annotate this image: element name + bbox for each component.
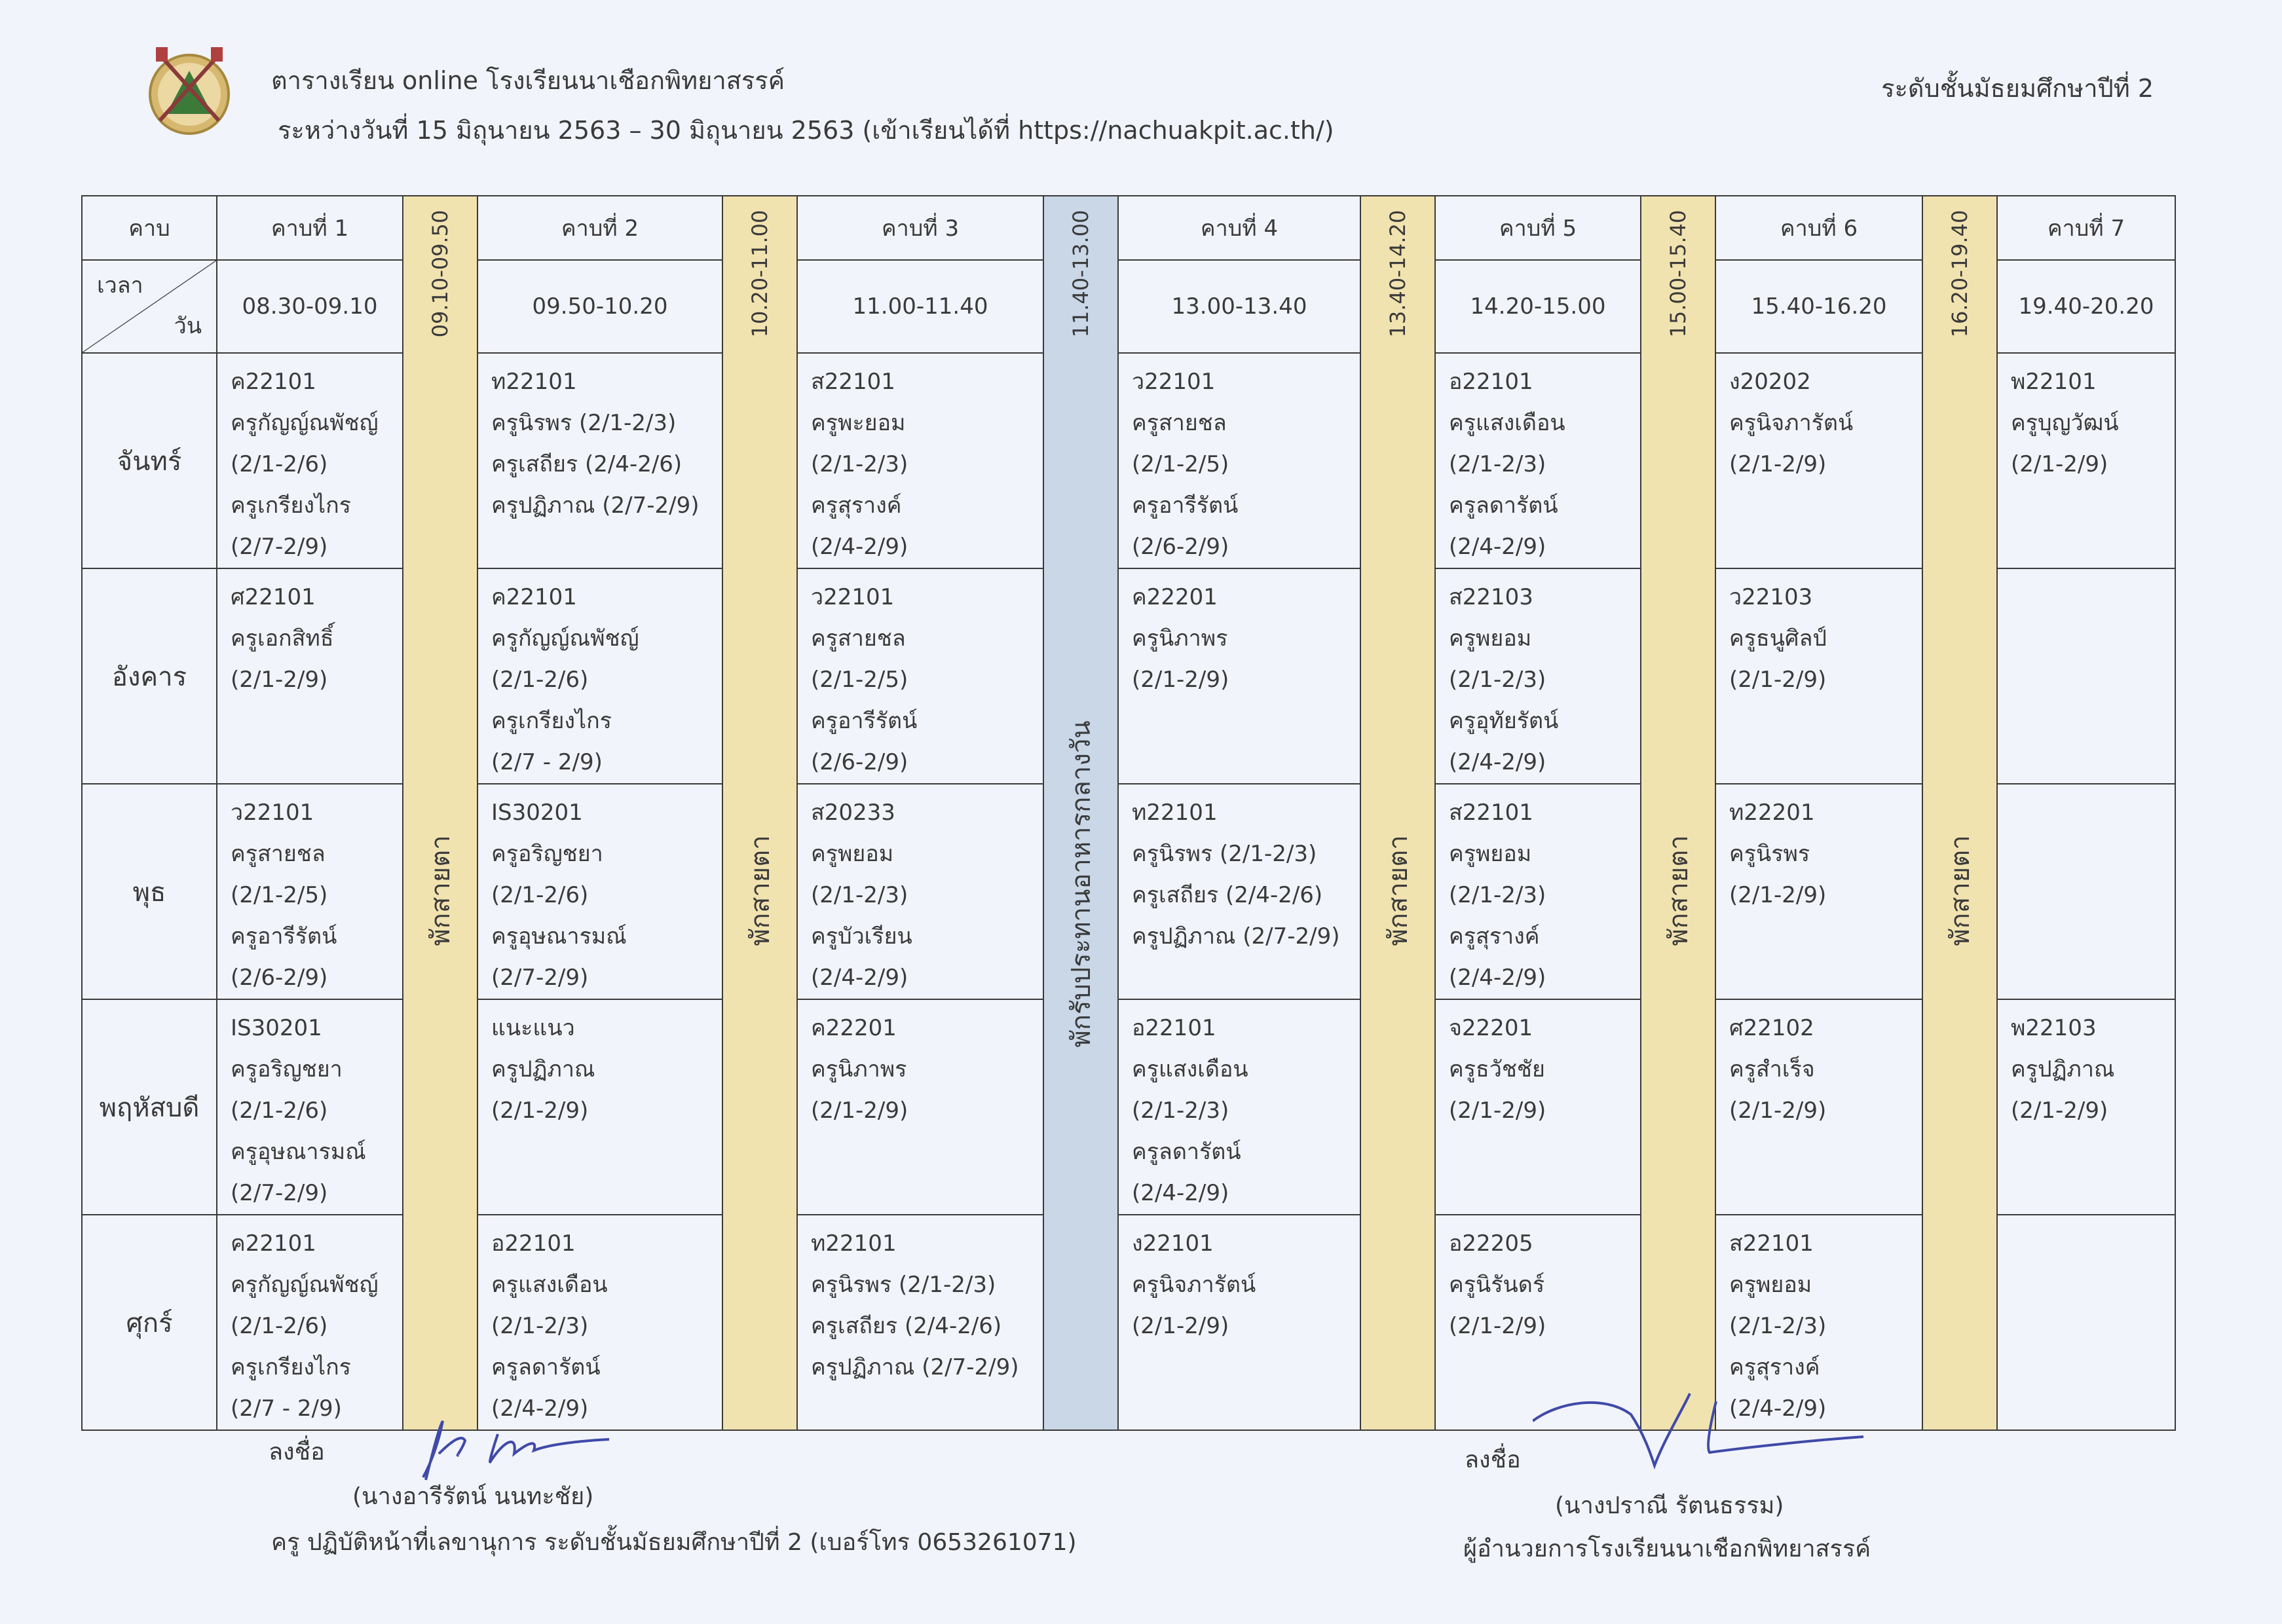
period-header: คาบที่ 3 [797, 196, 1043, 260]
class-cell-line: ครูปฏิภาณ (2/7-2/9) [1132, 923, 1340, 950]
school-logo-icon [147, 42, 232, 140]
class-cell-line: ครูปฏิภาณ [2011, 1056, 2115, 1082]
period-time: 19.40-20.20 [1997, 260, 2175, 353]
class-cell-line: ครูธนูศิลป์ [1729, 625, 1827, 652]
break-label: พักสายตา [745, 835, 776, 946]
class-cell-line: (2/6-2/9) [1132, 534, 1229, 560]
period-header: คาบที่ 1 [217, 196, 403, 260]
class-cell-line: ครูเสถียร (2/4-2/6) [1132, 882, 1323, 908]
day-row [82, 999, 2175, 1215]
class-cell-line: (2/1-2/3) [1449, 451, 1546, 477]
class-cell-line: ครูปฏิภาณ (2/7-2/9) [491, 492, 700, 519]
class-cell-line: ครูอริญชยา [231, 1056, 343, 1082]
class-cell-line: (2/1-2/9) [1729, 667, 1827, 693]
class-cell-line: ค22101 [231, 1230, 316, 1257]
class-cell-line: ครูปฏิภาณ (2/7-2/9) [811, 1354, 1019, 1380]
class-cell-line: ค22201 [811, 1015, 897, 1041]
break-label: พักสายตา [1383, 835, 1413, 946]
class-cell-line: ครูแสงเดือน [1132, 1056, 1248, 1082]
class-cell-line: (2/1-2/9) [1132, 667, 1229, 693]
class-cell-line: พ22101 [2011, 369, 2097, 395]
class-cell [1118, 1215, 1360, 1430]
class-cell [1715, 353, 1922, 568]
class-cell [1997, 353, 2175, 568]
class-cell-line: ครูสุรางค์ [1729, 1354, 1820, 1380]
class-cell-line: ส20233 [811, 800, 895, 826]
period-time: 13.00-13.40 [1118, 260, 1360, 353]
class-cell-line: ครูนิรพร [1729, 841, 1810, 867]
day-label: พฤหัสบดี [82, 999, 217, 1215]
class-cell-line: ครูแสงเดือน [491, 1272, 608, 1298]
class-cell-line: (2/7 - 2/9) [491, 749, 603, 775]
class-cell-line: อ22101 [1132, 1015, 1216, 1041]
class-cell-line: ค22101 [231, 369, 316, 395]
signature-label-right: ลงชื่อ [1465, 1447, 1521, 1473]
class-cell [217, 568, 403, 784]
day-label: พุธ [82, 784, 217, 999]
day-row [82, 568, 2175, 784]
class-cell-line: ค22101 [491, 584, 577, 610]
class-cell [1435, 568, 1641, 784]
class-cell-line: ครูปฏิภาณ [491, 1056, 595, 1082]
break-column [1360, 196, 1435, 1430]
class-cell-line: ครูนิภาพร [1132, 625, 1228, 652]
class-cell [1435, 353, 1641, 568]
class-cell-line: ส22103 [1449, 584, 1533, 610]
class-cell [797, 568, 1043, 784]
class-cell-line: ครูนิจภารัตน์ [1729, 410, 1854, 436]
period-header: คาบที่ 4 [1118, 196, 1360, 260]
class-cell-line: (2/1-2/3) [1132, 1098, 1229, 1124]
class-cell-line: อ22101 [491, 1230, 576, 1257]
class-cell-line: ครูอริญชยา [491, 841, 603, 867]
class-cell-line: (2/1-2/3) [811, 882, 908, 908]
break-column [1922, 196, 1997, 1430]
class-cell-line: ครูพยอม [1729, 1272, 1812, 1298]
class-cell-line: (2/1-2/9) [2011, 451, 2108, 477]
grade-level: ระดับชั้นมัธยมศึกษาปีที่ 2 [1881, 74, 2154, 103]
class-cell-line: ค22201 [1132, 584, 1218, 610]
class-cell-line: (2/1-2/9) [1132, 1313, 1229, 1339]
class-cell-line: ท22101 [491, 369, 577, 395]
document-title: ตารางเรียน online โรงเรียนนาเชือกพิทยาสรรค์ [271, 66, 785, 95]
break-time: 16.20-19.40 [1947, 210, 1972, 338]
class-cell-line: ครูนิรพร (2/1-2/3) [811, 1272, 996, 1298]
class-cell [217, 784, 403, 999]
signature-label-left: ลงชื่อ [269, 1439, 325, 1466]
class-cell-line: (2/1-2/6) [231, 1313, 328, 1339]
class-cell-line: พ22103 [2011, 1015, 2097, 1041]
period-time: 09.50-10.20 [477, 260, 722, 353]
break-label: พักสายตา [1664, 835, 1694, 946]
class-cell [1715, 999, 1922, 1215]
break-time: 11.40-13.00 [1068, 210, 1093, 338]
class-cell [477, 353, 722, 568]
class-cell-line: (2/1-2/3) [1449, 882, 1546, 908]
class-cell-line: จ22201 [1449, 1015, 1533, 1041]
class-cell-line: ครูอุษณารมณ์ [231, 1139, 366, 1165]
period-header: คาบที่ 6 [1715, 196, 1922, 260]
class-cell-line: ครูลดารัตน์ [1132, 1139, 1241, 1165]
class-cell [1997, 568, 2175, 784]
class-cell-line: (2/1-2/9) [491, 1098, 589, 1124]
class-cell [217, 999, 403, 1215]
period-header: คาบที่ 7 [1997, 196, 2175, 260]
class-cell-line: ครูนิรันดร์ [1449, 1272, 1545, 1298]
class-cell-line: ครูสายชล [811, 625, 906, 652]
class-cell-line: ครูบัวเรียน [811, 923, 912, 950]
class-cell-line: (2/7 - 2/9) [231, 1395, 342, 1422]
period-header: คาบที่ 2 [477, 196, 722, 260]
class-cell [1118, 784, 1360, 999]
timetable [81, 195, 2176, 1431]
signer-name-left: (นางอารีรัตน์ นนทะชัย) [352, 1483, 594, 1510]
class-cell-line: ครูสุรางค์ [811, 492, 902, 519]
document-subtitle: ระหว่างวันที่ 15 มิถุนายน 2563 – 30 มิถุนายน 2563 (เข้าเรียนได้ที่ https://nachuakpit.ac.th/) [278, 116, 1334, 145]
break-label: พักรับประทานอาหารกลางวัน [1066, 720, 1096, 1048]
class-cell-line: ครูอารีรัตน์ [811, 708, 918, 734]
class-cell-line: (2/7-2/9) [231, 534, 328, 560]
class-cell-line: ครูนิรพร (2/1-2/3) [1132, 841, 1317, 867]
class-cell-line: ท22101 [811, 1230, 897, 1257]
class-cell [797, 1215, 1043, 1430]
class-cell [1997, 784, 2175, 999]
corner-day-label: วัน [174, 313, 202, 339]
class-cell-line: (2/1-2/5) [811, 667, 908, 693]
class-cell-line: (2/4-2/9) [1449, 965, 1546, 991]
class-cell-line: ง22101 [1132, 1230, 1214, 1257]
class-cell-line: ครูอารีรัตน์ [231, 923, 337, 950]
class-cell-line: (2/4-2/9) [1729, 1395, 1827, 1422]
break-time: 15.00-15.40 [1666, 210, 1691, 338]
class-cell [1118, 353, 1360, 568]
class-cell-line: ครูนิภาพร [811, 1056, 907, 1082]
class-cell [1118, 568, 1360, 784]
class-cell-line: (2/1-2/3) [1729, 1313, 1827, 1339]
class-cell-line: ว22103 [1729, 584, 1813, 610]
class-cell-line: ครูบุญวัฒน์ [2011, 410, 2119, 436]
break-label: พักสายตา [426, 835, 456, 946]
period-header: คาบที่ 5 [1435, 196, 1641, 260]
class-cell-line: ครูเกรียงไกร [231, 492, 351, 519]
class-cell-line: (2/1-2/9) [1729, 1098, 1827, 1124]
class-cell-line: ท22201 [1729, 800, 1815, 826]
day-label: จันทร์ [82, 353, 217, 568]
class-cell [1435, 784, 1641, 999]
class-cell-line: ครูสุรางค์ [1449, 923, 1540, 950]
class-cell-line: ครูพยอม [1449, 841, 1532, 867]
class-cell-line: ส22101 [1449, 800, 1533, 826]
class-cell-line: ครูพยอม [1449, 625, 1532, 652]
class-cell-line: ครูนิจภารัตน์ [1132, 1272, 1256, 1298]
lunch-break-column [1043, 196, 1118, 1430]
class-cell-line: ครูเสถียร (2/4-2/6) [491, 451, 683, 477]
corner-time-day [82, 260, 217, 353]
period-time: 11.00-11.40 [797, 260, 1043, 353]
signer-role-right: ผู้อำนวยการโรงเรียนนาเชือกพิทยาสรรค์ [1463, 1536, 1871, 1562]
signature-mark-right-icon [1533, 1388, 1873, 1473]
class-cell-line: (2/1-2/6) [491, 882, 589, 908]
class-cell-line: ง20202 [1729, 369, 1811, 395]
time-header-row [82, 260, 2175, 353]
class-cell-line: (2/7-2/9) [231, 1180, 328, 1206]
class-cell-line: (2/1-2/9) [231, 667, 328, 693]
class-cell-line: ครูเกรียงไกร [231, 1354, 351, 1380]
period-time: 15.40-16.20 [1715, 260, 1922, 353]
class-cell-line: (2/1-2/5) [231, 882, 328, 908]
corner-time-label: เวลา [97, 272, 143, 299]
class-cell-line: (2/7-2/9) [491, 965, 589, 991]
class-cell-line: (2/1-2/9) [1729, 882, 1827, 908]
class-cell-line: IS30201 [491, 800, 583, 826]
class-cell-line: ว22101 [231, 800, 314, 826]
class-cell-line: ครูอารีรัตน์ [1132, 492, 1239, 519]
class-cell-line: ครูแสงเดือน [1449, 410, 1565, 436]
period-header-row [82, 196, 2175, 260]
break-column [1641, 196, 1715, 1430]
class-cell-line: ครูลดารัตน์ [491, 1354, 601, 1380]
class-cell-line: (2/1-2/3) [811, 451, 908, 477]
break-label: พักสายตา [1945, 835, 1975, 946]
class-cell-line: ครูเสถียร (2/4-2/6) [811, 1313, 1002, 1339]
class-cell [477, 568, 722, 784]
class-cell [1997, 1215, 2175, 1430]
class-cell-line: ครูพยอม [811, 841, 894, 867]
day-row [82, 353, 2175, 568]
day-row [82, 784, 2175, 999]
class-cell-line: (2/1-2/9) [1449, 1313, 1546, 1339]
class-cell [797, 784, 1043, 999]
period-time: 14.20-15.00 [1435, 260, 1641, 353]
class-cell-line: (2/4-2/9) [1449, 749, 1546, 775]
break-time: 09.10-09.50 [428, 210, 453, 338]
class-cell [1715, 568, 1922, 784]
class-cell-line: (2/1-2/9) [1729, 451, 1827, 477]
class-cell-line: ครูเกรียงไกร [491, 708, 612, 734]
class-cell-line: อ22101 [1449, 369, 1533, 395]
class-cell-line: แนะแนว [491, 1015, 575, 1041]
class-cell-line: (2/1-2/6) [491, 667, 589, 693]
day-label: ศุกร์ [82, 1215, 217, 1430]
period-time: 08.30-09.10 [217, 260, 403, 353]
class-cell [217, 353, 403, 568]
class-cell [1997, 999, 2175, 1215]
class-cell [477, 999, 722, 1215]
signature-mark-left-icon [400, 1414, 616, 1486]
class-cell-line: ครูกัญญ์ณพัชญ์ [231, 410, 379, 436]
class-cell-line: ครูธวัชชัย [1449, 1056, 1545, 1082]
class-cell-line: (2/4-2/9) [811, 534, 908, 560]
class-cell [217, 1215, 403, 1430]
class-cell-line: ครูสายชล [231, 841, 326, 867]
break-column [403, 196, 477, 1430]
day-label: อังคาร [82, 568, 217, 784]
class-cell [797, 353, 1043, 568]
class-cell [1715, 784, 1922, 999]
class-cell-line: ครูอุษณารมณ์ [491, 923, 627, 950]
class-cell-line: ครูเอกสิทธิ์ [231, 625, 334, 652]
class-cell-line: ครูลดารัตน์ [1449, 492, 1558, 519]
class-cell-line: (2/1-2/9) [811, 1098, 908, 1124]
class-cell-line: ว22101 [811, 584, 895, 610]
break-time: 10.20-11.00 [747, 210, 772, 338]
class-cell-line: (2/1-2/6) [231, 1098, 328, 1124]
break-time: 13.40-14.20 [1385, 210, 1410, 338]
class-cell-line: ศ22101 [231, 584, 316, 610]
corner-period-label: คาบ [82, 196, 217, 260]
class-cell-line: ครูกัญญ์ณพัชญ์ [231, 1272, 379, 1298]
class-cell-line: (2/1-2/9) [2011, 1098, 2108, 1124]
class-cell-line: (2/1-2/3) [1449, 667, 1546, 693]
class-cell [477, 1215, 722, 1430]
class-cell-line: (2/4-2/9) [811, 965, 908, 991]
class-cell-line: (2/6-2/9) [231, 965, 328, 991]
class-cell-line: (2/4-2/9) [491, 1395, 589, 1422]
break-column [722, 196, 797, 1430]
signer-role-left: ครู ปฏิบัติหน้าที่เลขานุการ ระดับชั้นมัธยมศึกษาปีที่ 2 (เบอร์โทร 0653261071) [271, 1529, 1077, 1556]
class-cell-line: (2/1-2/9) [1449, 1098, 1546, 1124]
class-cell-line: (2/1-2/6) [231, 451, 328, 477]
class-cell-line: (2/1-2/5) [1132, 451, 1229, 477]
class-cell-line: ครูอุทัยรัตน์ [1449, 708, 1559, 734]
class-cell-line: ครูกัญญ์ณพัชญ์ [491, 625, 639, 652]
class-cell-line: ศ22102 [1729, 1015, 1814, 1041]
class-cell-line: (2/6-2/9) [811, 749, 908, 775]
class-cell-line: (2/4-2/9) [1449, 534, 1546, 560]
class-cell-line: ครูสายชล [1132, 410, 1227, 436]
class-cell-line: ส22101 [811, 369, 895, 395]
class-cell-line: ท22101 [1132, 800, 1218, 826]
class-cell-line: ส22101 [1729, 1230, 1814, 1257]
class-cell-line: อ22205 [1449, 1230, 1533, 1257]
class-cell [477, 784, 722, 999]
class-cell-line: (2/1-2/3) [491, 1313, 589, 1339]
class-cell [1435, 999, 1641, 1215]
class-cell-line: ครูนิรพร (2/1-2/3) [491, 410, 677, 436]
class-cell-line: ว22101 [1132, 369, 1216, 395]
class-cell-line: (2/4-2/9) [1132, 1180, 1229, 1206]
signer-name-right: (นางปราณี รัตนธรรม) [1555, 1492, 1784, 1519]
class-cell [1118, 999, 1360, 1215]
class-cell-line: ครูพะยอม [811, 410, 906, 436]
class-cell [797, 999, 1043, 1215]
class-cell-line: IS30201 [231, 1015, 322, 1041]
class-cell-line: ครูสำเร็จ [1729, 1056, 1815, 1082]
